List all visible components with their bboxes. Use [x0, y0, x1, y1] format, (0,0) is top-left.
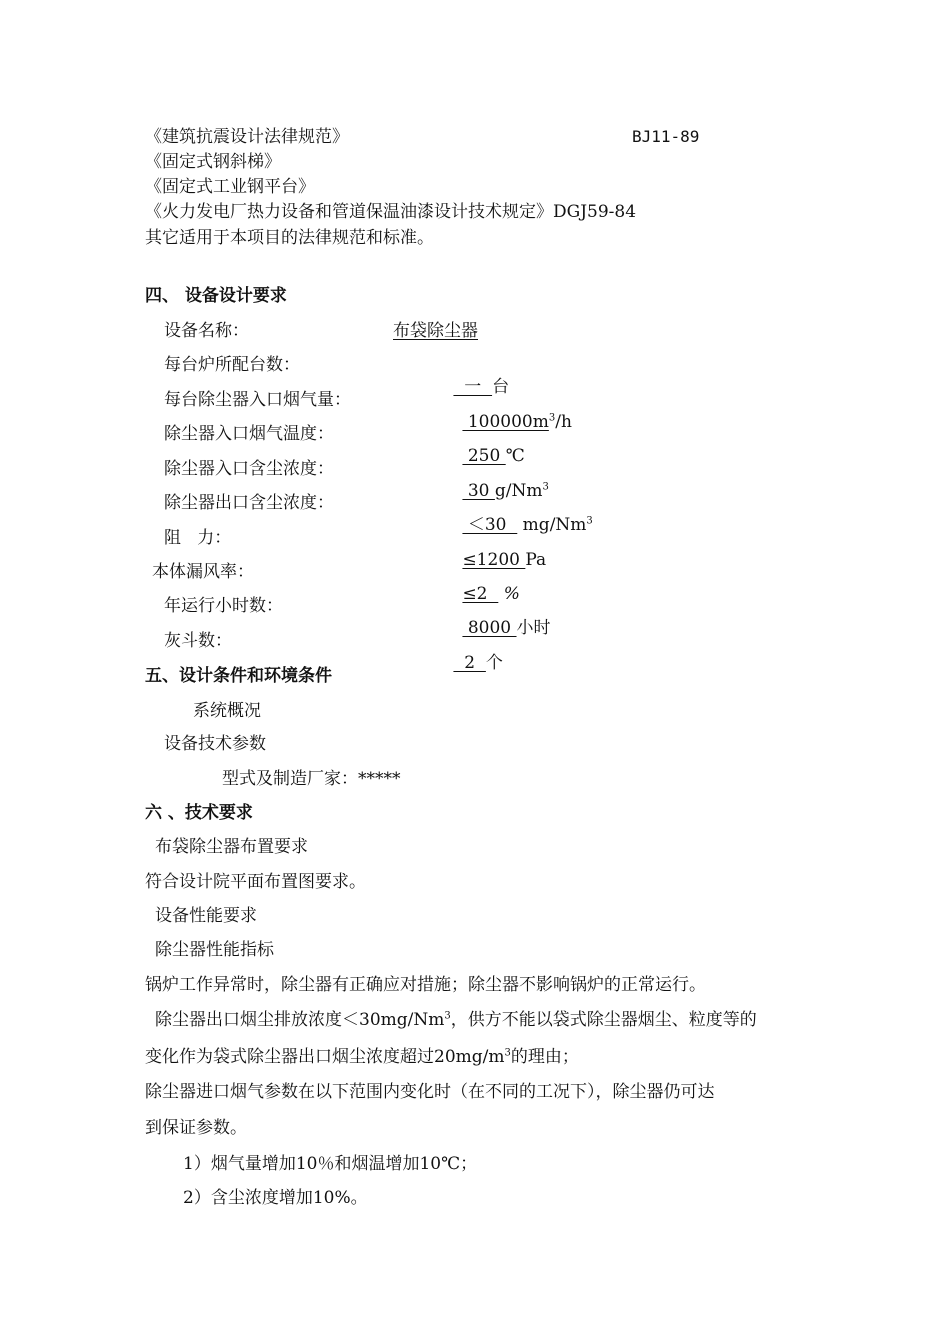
spec-value: 一 — [453, 377, 493, 397]
spec-sup: 3 — [542, 481, 549, 493]
text-span: ，供方不能以袋式除尘器烟尘、粒度等的 — [450, 1010, 757, 1030]
spec-value: 30 — [462, 481, 495, 501]
spec-label: 每台除尘器入口烟气量： — [164, 390, 351, 410]
spec-value: 250 — [462, 446, 506, 466]
spec-unit: 小时 — [516, 618, 551, 638]
spec-value: 2 — [453, 653, 486, 673]
system-overview: 系统概况 — [193, 701, 261, 721]
paragraph-line: 除尘器性能指标 — [155, 940, 274, 960]
spec-unit: Pa — [525, 550, 547, 570]
spec-unit: mg/Nm — [517, 515, 587, 535]
standard-item-4: 《火力发电厂热力设备和管道保温油漆设计技术规定》DGJ59-84 — [145, 202, 637, 222]
spec-label: 年运行小时数： — [164, 596, 283, 616]
paragraph-line: 锅炉工作异常时，除尘器有正确应对措施；除尘器不影响锅炉的正常运行。 — [145, 975, 706, 995]
spec-unit: 台 — [492, 377, 510, 397]
spec-label: 阻 力： — [164, 528, 232, 548]
spec-value-row — [421, 630, 503, 696]
text-span: 的理由； — [510, 1047, 579, 1067]
standard-item-5: 其它适用于本项目的法律规范和标准。 — [145, 228, 434, 248]
spec-unit: % — [498, 584, 520, 604]
spec-label: 除尘器入口含尘浓度： — [164, 459, 334, 479]
standard-item-2: 《固定式钢斜梯》 — [145, 152, 281, 172]
text-span: 变化作为袋式除尘器出口烟尘浓度超过20mg/m — [145, 1047, 505, 1067]
paragraph-line — [145, 1046, 579, 1068]
sup-3: 3 — [504, 1047, 511, 1059]
list-item: 2）含尘浓度增加10%。 — [183, 1188, 368, 1208]
paragraph-line: 到保证参数。 — [145, 1118, 247, 1138]
spec-label: 灰斗数： — [164, 631, 232, 651]
sup-3: 3 — [444, 1010, 451, 1022]
spec-unit: /h — [555, 412, 572, 432]
equipment-params: 设备技术参数 — [164, 734, 266, 754]
spec-label: 除尘器入口烟气温度： — [164, 424, 334, 444]
spec-value: ＜30 — [462, 515, 518, 535]
spec-value: 100000m — [462, 412, 549, 432]
paragraph-line: 布袋除尘器布置要求 — [155, 837, 308, 857]
spec-label: 本体漏风率： — [152, 562, 254, 582]
standard-item-1 — [145, 126, 349, 148]
spec-value: 8000 — [462, 618, 517, 638]
section-heading-6: 六 、技术要求 — [145, 803, 253, 823]
spec-unit: 个 — [485, 653, 503, 673]
spec-sup: 3 — [548, 412, 556, 424]
paragraph-line: 设备性能要求 — [155, 906, 257, 926]
spec-unit: g/Nm — [494, 481, 543, 501]
spec-value: 布袋除尘器 — [393, 321, 478, 341]
section-heading-4: 四、 设备设计要求 — [145, 286, 287, 306]
paragraph-line: 符合设计院平面布置图要求。 — [145, 872, 366, 892]
section-heading-5: 五、设计条件和环境条件 — [145, 666, 332, 686]
paragraph-line: 除尘器进口烟气参数在以下范围内变化时（在不同的工况下），除尘器仍可达 — [145, 1082, 715, 1102]
spec-value: ≤1200 — [462, 550, 526, 570]
standard-title: 《建筑抗震设计法律规范》 — [145, 127, 349, 147]
text-span: 除尘器出口烟尘排放浓度＜30mg/Nm — [155, 1010, 445, 1030]
spec-value-row — [393, 320, 478, 342]
manufacturer: 型式及制造厂家：***** — [222, 769, 401, 789]
spec-unit: ℃ — [505, 446, 525, 466]
spec-value: ≤2 — [462, 584, 499, 604]
spec-sup: 3 — [586, 515, 593, 527]
list-item: 1）烟气量增加10％和烟温增加10℃； — [183, 1154, 478, 1174]
spec-label: 除尘器出口含尘浓度： — [164, 493, 334, 513]
paragraph-line — [155, 1009, 757, 1031]
standard-code: BJ11-89 — [632, 127, 700, 146]
spec-label: 设备名称： — [164, 321, 249, 341]
spec-label: 每台炉所配台数： — [164, 355, 300, 375]
standard-item-3: 《固定式工业钢平台》 — [145, 177, 315, 197]
